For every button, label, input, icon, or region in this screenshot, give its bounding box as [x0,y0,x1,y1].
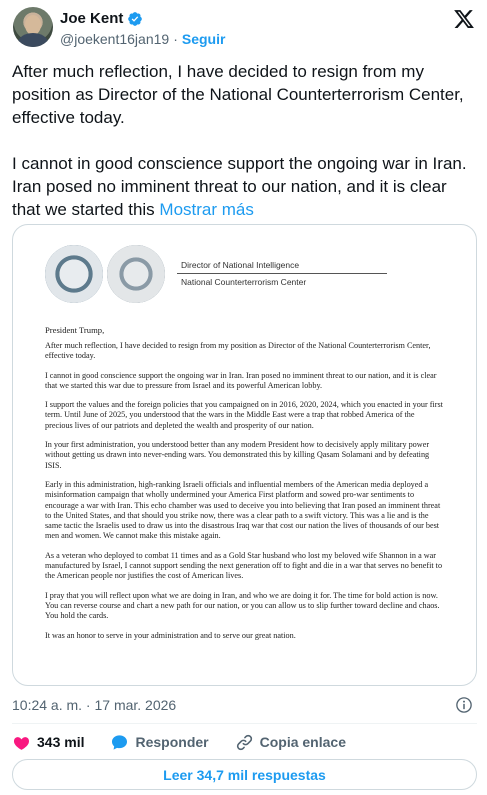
divider [12,723,477,724]
tweet-text [12,60,477,221]
read-replies-button[interactable]: Leer 34,7 mil respuestas [12,759,477,790]
tweet-timestamp[interactable]: 10:24 a. m. · 17 mar. 2026 [12,697,177,713]
odni-seal-icon [45,245,103,303]
letterhead-title: Director of National Intelligence [181,260,300,270]
follow-button[interactable]: Seguir [181,31,226,47]
resignation-letter [37,233,453,685]
like-button[interactable] [12,733,84,752]
heart-icon [12,733,31,752]
letter-paragraph: After much reflection, I have decided to resign from my position as Director of the National Counterterrorism Center, effective today. [45,341,431,361]
tweet-media-image[interactable] [12,224,477,686]
letter-paragraph: I cannot in good conscience support the ongoing war in Iran. Iran posed no imminent threat to our nation, and it is clear that we started this war due to pressure from Israel and its powerful American lobby. [45,370,437,390]
letter-salutation: President Trump, [45,325,105,335]
tweet-header [12,6,477,52]
letter-paragraph: I support the values and the foreign policies that you campaigned on in 2016, 2020, 2024, which you enacted in your first term. Until June of 2025, you understood that the wars in the Middle East were a trap that robbed America of the precious lives of our patriots and depleted the wealth and prosperity of our nation. [45,400,443,430]
letterhead-subtitle: National Counterterrorism Center [181,277,307,287]
like-count: 343 mil [37,734,85,750]
avatar-face [25,15,41,35]
letter-paragraph: It was an honor to serve in your administration and to serve our great nation. [45,630,296,640]
reply-button[interactable] [110,733,208,752]
author-name-row [60,10,143,27]
nctc-seal-icon [107,245,165,303]
letter-body [45,341,443,650]
link-icon [235,733,254,752]
letter-paragraph: In your first administration, you understood better than any modern President how to decisively apply military power without getting us drawn into never-ending wars. You demonstrated this by killing Qasam Solamani and by defeating ISIS. [45,440,430,470]
avatar-body [18,33,48,47]
handle-separator: · [173,31,178,47]
info-icon[interactable] [455,696,473,714]
letter-paragraph: Early in this administration, high-ranking Israeli officials and influential members of the American media deployed a misinformation campaign that wholly undermined your America First platform and sowed pro-war sentiments to encourage a war with Iran. This echo chamber was used to deceive you into believing that Iran posed an imminent threat to the United States, and that should you strike now, there was a clear path to a swift victory. This was a lie and is the same tactic the Israelis used to draw us into the disastrous Iraq war that cost our nation the lives of thousands of our best men and women. We cannot make this mistake again. [45,479,441,541]
reply-bubble-icon [110,733,129,752]
letter-paragraph: I pray that you will reflect upon what we are doing in Iran, and who we are doing it for. The time for bold action is now. You can reverse course and chart a new path for our nation, or you can allow us to slip further toward decline and chaos. You hold the cards. [45,590,440,621]
author-name[interactable]: Joe Kent [60,10,124,27]
copy-link-button[interactable] [235,733,346,752]
copy-link-label: Copia enlace [259,734,346,750]
x-logo-icon[interactable] [453,8,475,30]
verified-badge-icon [127,11,143,27]
author-handle[interactable]: @joekent16jan19 [60,31,170,47]
tweet-body: After much reflection, I have decided to resign from my position as Director of the National Counterterrorism Center, effective today. I cannot in good conscience support the ongoing war in Iran. Iran posed no imminent threat to our nation, and it is clear that we started this [12,62,467,219]
show-more-link[interactable]: Mostrar más [159,200,254,219]
avatar[interactable] [13,7,53,47]
letterhead-rule [177,273,387,274]
handle-row [60,31,225,47]
letter-paragraph: As a veteran who deployed to combat 11 times and as a Gold Star husband who lost my beloved wife Shannon in a war manufactured by Israel, I cannot support sending the next generation off to fight and die in a war that serves no benefit to the American people nor justifies the cost of American lives. [45,550,443,581]
action-bar [12,731,372,753]
reply-label: Responder [135,734,209,750]
